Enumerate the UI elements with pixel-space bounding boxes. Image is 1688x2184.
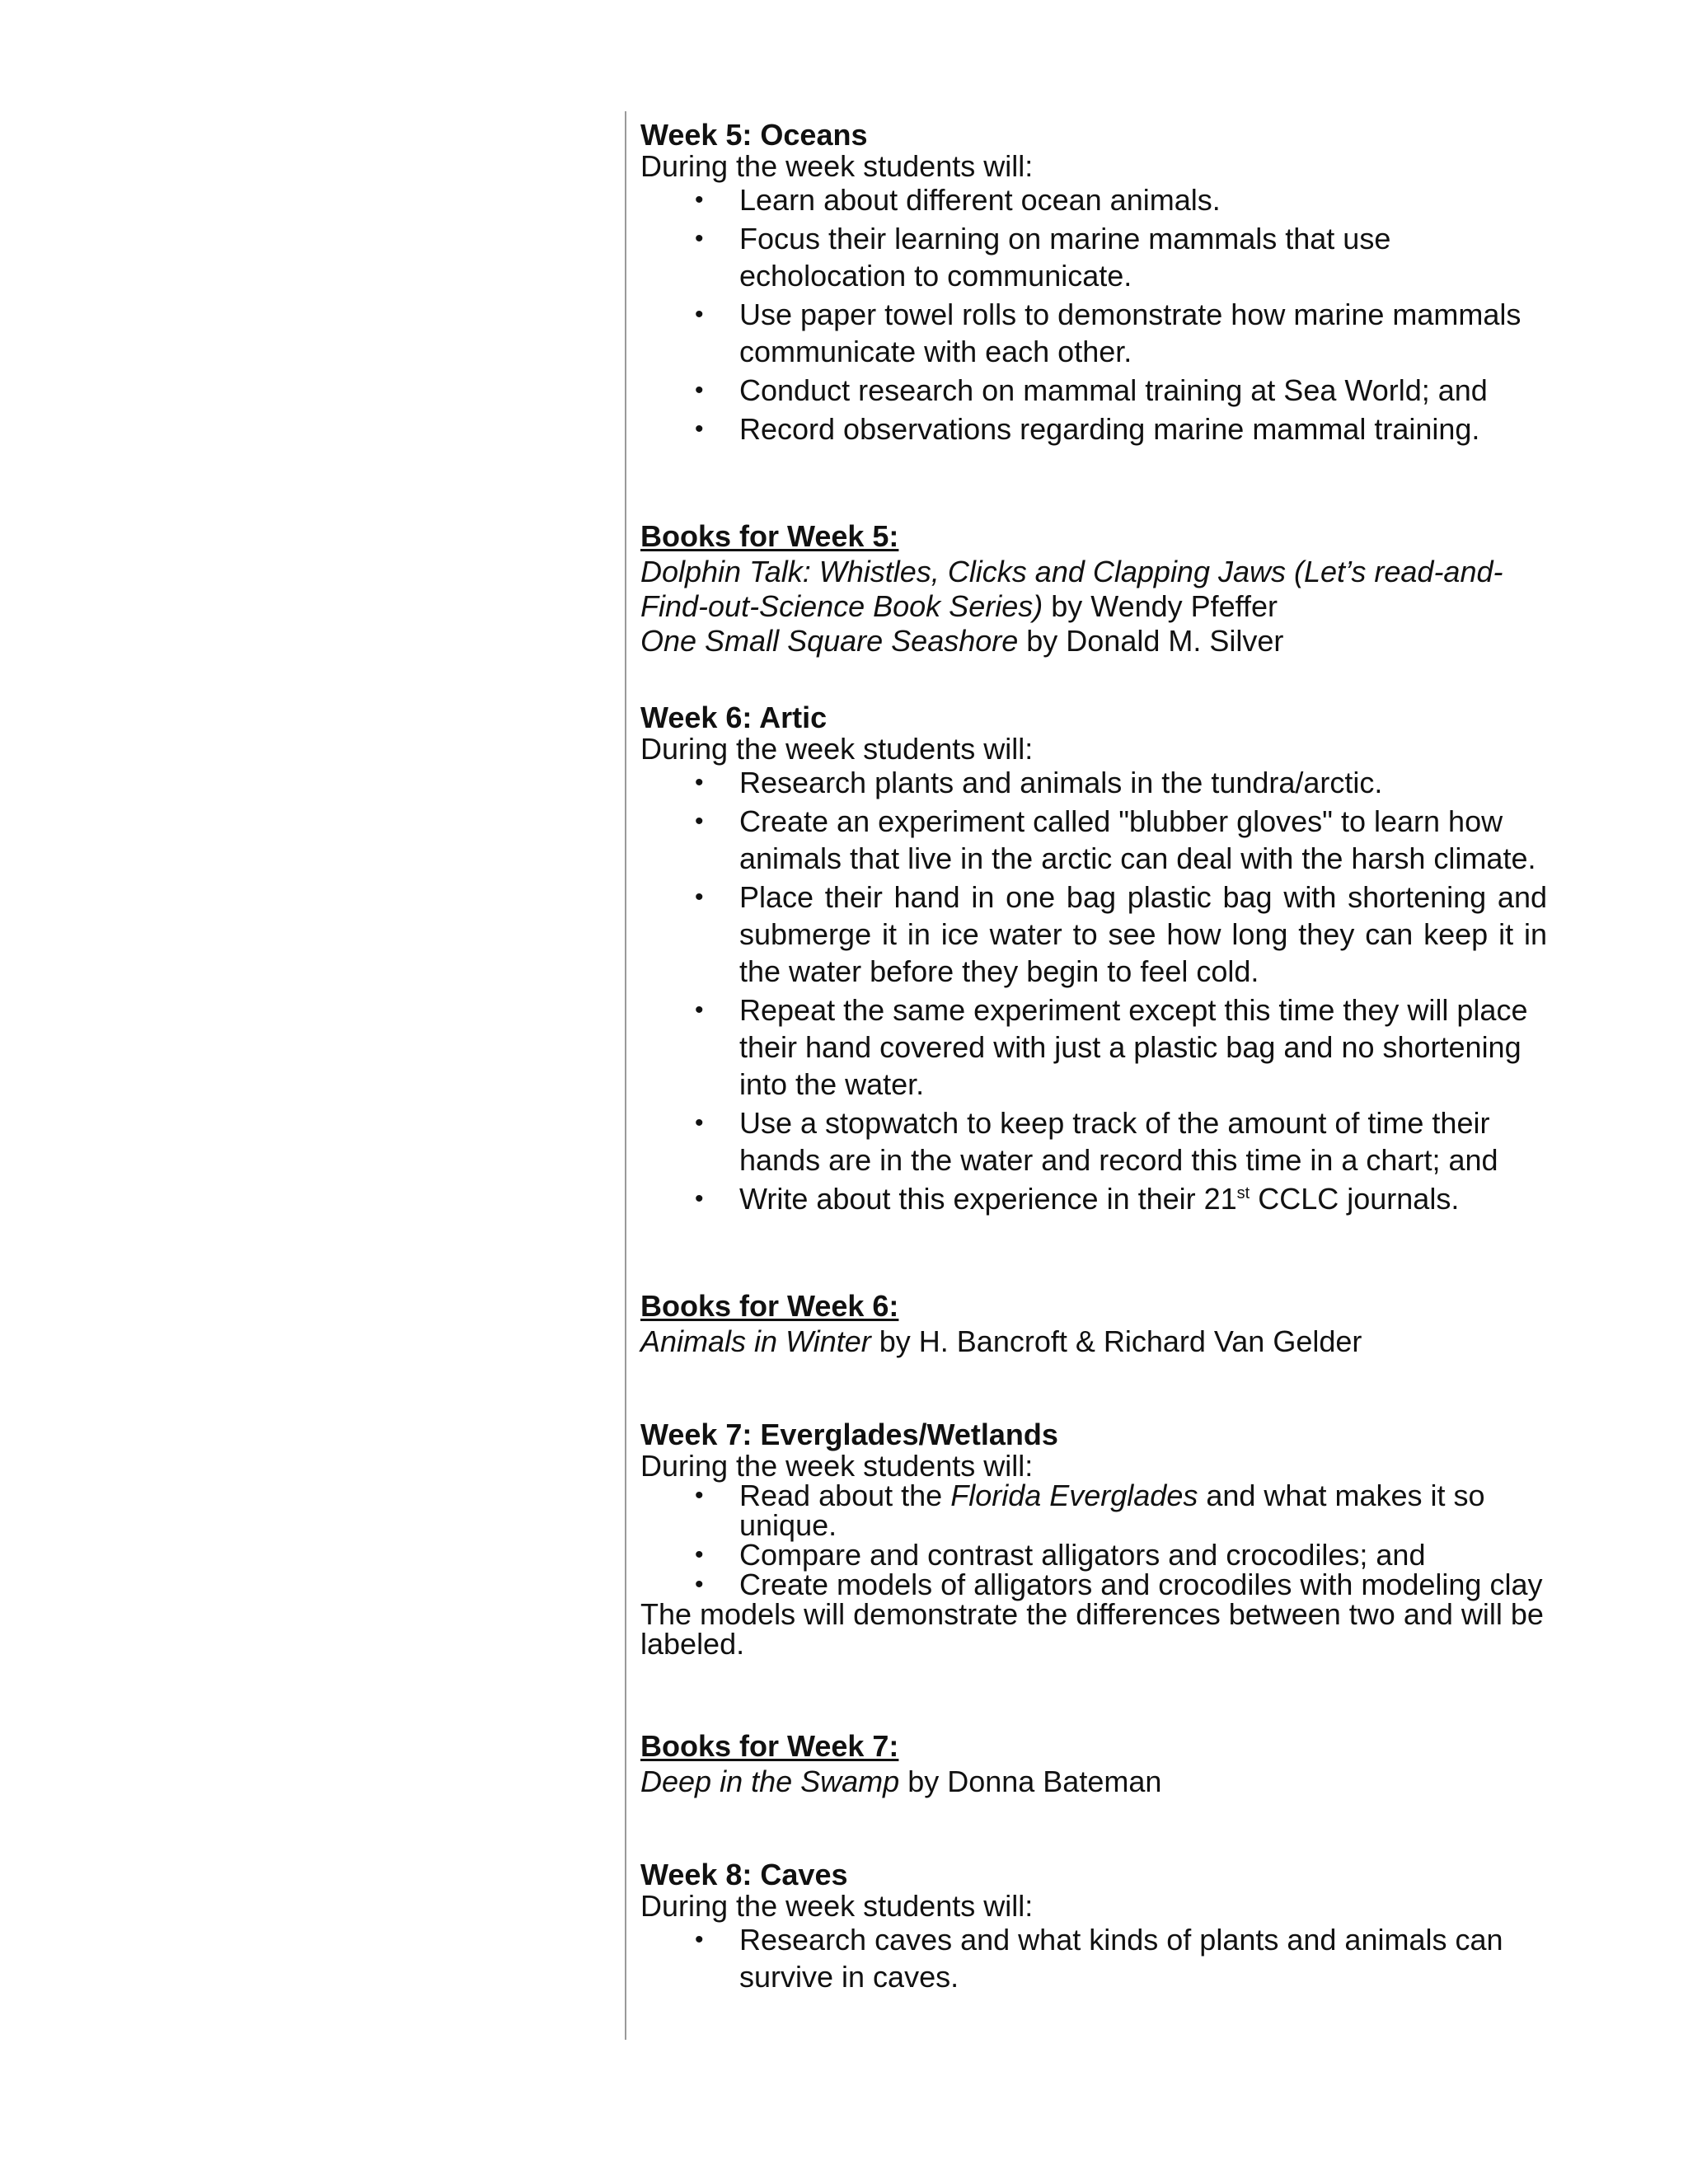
list-item: • Write about this experience in their 21st CCLC journals. [695,1182,1460,1216]
book-title: Animals in Winter [640,1324,871,1358]
book-author: by Wendy Pfeffer [1043,589,1278,623]
week7-books-section [640,1728,1547,1799]
week8-intro: During the week students will: [640,1889,1034,1923]
ordinal-suffix: st [1236,1184,1250,1202]
list-item: • Create an experiment called "blubber gloves" to learn how animals that live in the arctic can deal with the harsh climate. [695,804,1536,875]
book-entry [640,1324,1547,1359]
week8-section [640,1858,1547,1995]
week6-intro: During the week students will: [640,732,1034,766]
bullet-icon: • [695,301,704,328]
list-item: • Place their hand in one bag plastic bag with shortening and submerge it in ice water to see how long they can keep it in the water before they begin to feel cold. [695,880,1547,988]
book-entry [640,1765,1547,1799]
book-entry [640,624,1547,658]
bullet-icon: • [695,808,704,835]
week7-activity-list [640,1481,1547,1600]
week5-books-heading: Books for Week 5: [640,519,899,553]
book-title: Dolphin Talk: Whistles, Clicks and Clapping Jaws (Let’s read-and-Find-out-Science Book Series) [640,555,1503,623]
week7-books-heading: Books for Week 7: [640,1729,899,1763]
document-content [640,119,1547,1997]
book-title: Deep in the Swamp [640,1765,900,1798]
bullet-icon: • [695,769,704,796]
bullet-icon: • [695,1185,704,1212]
book-author: by Donald M. Silver [1018,624,1284,658]
bullet-icon: • [695,415,704,443]
week7-heading: Week 7: Everglades/Wetlands [640,1418,1058,1451]
bullet-icon: • [695,1571,704,1598]
week7-note: The models will demonstrate the differences between two and will be labeled. [640,1597,1544,1661]
bullet-icon: • [695,1482,704,1509]
week8-heading: Week 8: Caves [640,1858,848,1891]
book-author: by H. Bancroft & Richard Van Gelder [870,1324,1362,1358]
bullet-icon: • [695,225,704,252]
list-item: • Read about the Florida Everglades and what makes it so unique. [695,1479,1485,1542]
week5-activity-list [640,181,1547,448]
list-item: • Research caves and what kinds of plants and animals can survive in caves. [695,1923,1503,1994]
week6-activity-list [640,764,1547,1217]
list-item: • Compare and contrast alligators and crocodiles; and [695,1538,1426,1572]
list-item: • Repeat the same experiment except this time they will place their hand covered with just a plastic bag and no shortening into the water. [695,993,1528,1101]
list-item: • Research plants and animals in the tundra/arctic. [695,766,1383,799]
week6-books-section [640,1288,1547,1359]
list-item: • Create models of alligators and crocodiles with modeling clay [695,1568,1543,1601]
bullet-icon: • [695,186,704,213]
week7-intro: During the week students will: [640,1449,1034,1483]
list-item: • Focus their learning on marine mammals that use echolocation to communicate. [695,222,1391,293]
week5-heading: Week 5: Oceans [640,118,868,152]
bullet-icon: • [695,996,704,1024]
week6-books-heading: Books for Week 6: [640,1289,899,1323]
week5-books-section [640,518,1547,658]
list-item: • Use paper towel rolls to demonstrate how marine mammals communicate with each other. [695,298,1522,368]
week6-heading: Week 6: Artic [640,701,828,734]
week5-section [640,119,1547,448]
list-item: • Record observations regarding marine mammal training. [695,412,1480,446]
week5-intro: During the week students will: [640,149,1034,183]
bullet-icon: • [695,883,704,911]
bullet-icon: • [695,1109,704,1137]
margin-rule [625,111,626,2040]
week7-section [640,1418,1547,1659]
list-item: • Conduct research on mammal training at Sea World; and [695,373,1488,407]
list-item: • Learn about different ocean animals. [695,183,1221,217]
list-item: • Use a stopwatch to keep track of the amount of time their hands are in the water and record this time in a chart; and [695,1106,1498,1177]
week6-section [640,701,1547,1217]
book-author: by Donna Bateman [899,1765,1162,1798]
bullet-icon: • [695,1541,704,1568]
bullet-icon: • [695,377,704,404]
book-title: One Small Square Seashore [640,624,1019,658]
bullet-icon: • [695,1926,704,1953]
week8-activity-list [640,1921,1547,1995]
book-entry [640,555,1547,624]
